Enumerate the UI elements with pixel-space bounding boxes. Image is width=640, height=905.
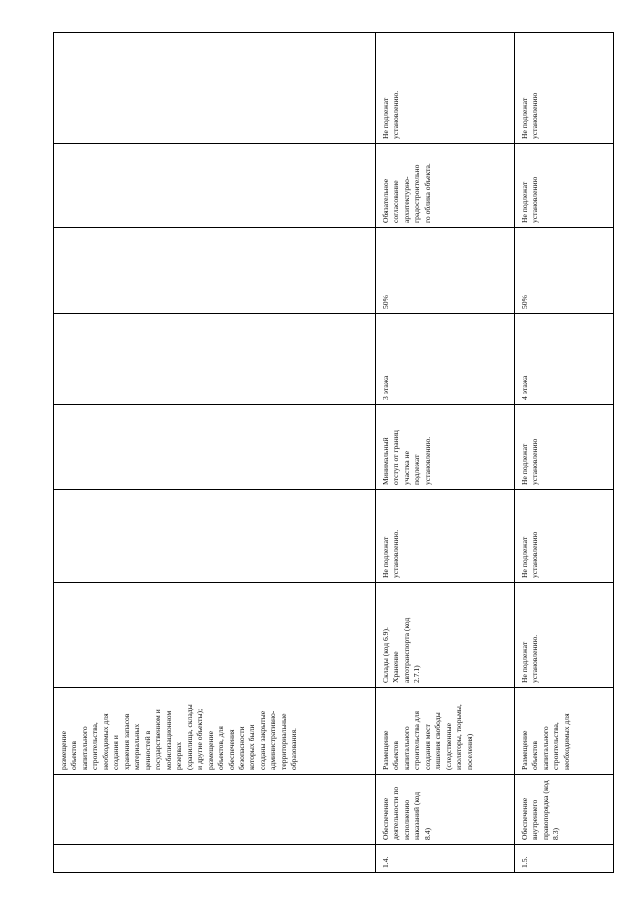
cell-auxiliary-uses — [515, 583, 614, 688]
cell-setback — [515, 405, 614, 490]
cell-text: Не подлежат установлению — [520, 438, 540, 485]
cell-text: 3 этажа — [381, 375, 390, 400]
cell-text: 1.4. — [381, 856, 390, 868]
cell-text: Не подлежат установлению — [520, 92, 540, 139]
cell-floors — [515, 314, 614, 405]
cell-number — [515, 845, 614, 873]
rotated-page-content — [53, 33, 613, 873]
cell-min-area — [376, 490, 515, 583]
cell-text: 4 этажа — [520, 375, 529, 400]
table-row — [515, 33, 614, 873]
cell-setback — [376, 405, 515, 490]
cell-use-description — [54, 688, 376, 775]
cell-auxiliary-uses — [54, 583, 376, 688]
cell-architecture — [54, 144, 376, 228]
cell-floors — [376, 314, 515, 405]
cell-other — [54, 33, 376, 144]
cell-coverage — [515, 228, 614, 314]
cell-text: Не подлежат установлению — [520, 531, 540, 578]
regulations-table — [53, 32, 614, 873]
cell-text: Не подлежат установлению — [520, 176, 540, 223]
cell-coverage — [54, 228, 376, 314]
cell-auxiliary-uses — [376, 583, 515, 688]
cell-use-description — [515, 688, 614, 775]
cell-text: Размещение объектов капитального строительства для создания мест лишения свободы (следственные изоляторы, тюрьмы, поселения) — [381, 704, 474, 770]
cell-number — [376, 845, 515, 873]
cell-setback — [54, 405, 376, 490]
cell-text: Минимальный отступ от границ участка не подлежат установлению. — [381, 430, 432, 485]
cell-architecture — [376, 144, 515, 228]
cell-text: 50% — [520, 295, 529, 309]
cell-text: Размещение объектов капитального строительства, необходимых для — [520, 713, 571, 770]
cell-text: размещение объектов капитального строительства, необходимых для создания и хранения запасов материальных ценностей в государственном и мобилизационном резервах (хранилища, склады и другие объекты); размещение объектов, для обеспечения безопасности которых были созданы закрытые административно- территориальные образования. — [59, 704, 299, 770]
cell-text: Обязательное согласование архитектурно- градостроительно го облика объекта. — [381, 163, 432, 223]
cell-architecture — [515, 144, 614, 228]
table-row — [376, 33, 515, 873]
cell-other — [376, 33, 515, 144]
cell-text: 50% — [381, 295, 390, 309]
cell-text: Склады (код 6.9). Хранение автотранспорта (код 2.7.1) — [381, 617, 422, 683]
cell-text: Обеспечение деятельности по исполнению наказаний (код 8.4) — [381, 786, 432, 840]
cell-other — [515, 33, 614, 144]
cell-text: Обеспечение внутреннего правопорядка (код 8.3) — [520, 780, 561, 840]
cell-min-area — [54, 490, 376, 583]
cell-text: 1.5. — [520, 856, 529, 868]
table-row — [54, 33, 376, 873]
cell-floors — [54, 314, 376, 405]
cell-min-area — [515, 490, 614, 583]
cell-use-description — [376, 688, 515, 775]
cell-use-name — [54, 775, 376, 845]
cell-text: Не подлежат установлению. — [381, 529, 401, 578]
cell-use-name — [376, 775, 515, 845]
cell-number — [54, 845, 376, 873]
cell-text: Не подлежат установлению. — [520, 634, 540, 683]
cell-text: Не подлежат установлению. — [381, 90, 401, 139]
cell-use-name — [515, 775, 614, 845]
cell-coverage — [376, 228, 515, 314]
